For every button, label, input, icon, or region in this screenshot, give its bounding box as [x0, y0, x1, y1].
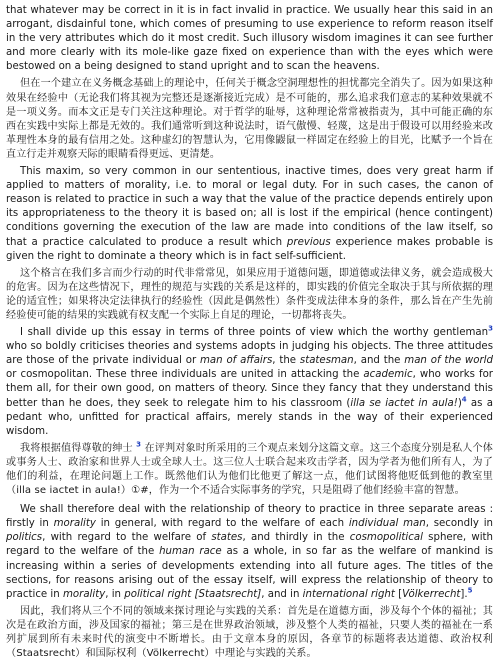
- paragraph-en-2: This maxim, so very common in our sententious, inactive times, does very great harm if applied to matters of morality, i.e. to moral or legal duty. For in such cases, the canon of reason is related to practice in such a way that the value of the practice depends entirely upon its appropriateness to the theory it is based on; all is lost if the empirical (hence contingent) conditions governing the execution of the law are made into conditions of the law itself, so that a practice calculated to produce a result which previous experience makes probable is given the right to dominate a theory which is in fact self-sufficient.: [6, 166, 493, 262]
- footnote-ref-5[interactable]: 5: [467, 586, 473, 595]
- paragraph-zh-3: 我将根据值得尊敬的绅士 $^3$ 在评判对象时所采用的三个观点来划分这篇文章。这三个态度分别是私人个体或事务人士、政治家和世界人士或全球人士。这三位人士联合起来攻击学者，因为学者为他们所有人，为了他们的利益，在理论问题上工作。既然他们认为他们比他更了解这一点，他们试图将他贬低到他的教室里（illa se iactet in aula!）①#，作为一个不适合实际事务的学究，只是阻碍了他们经验丰富的智慧。: [6, 440, 493, 497]
- paragraph-zh-4: 因此，我们将从三个不同的领域来探讨理论与实践的关系：首先是在道德方面，涉及每个个体的福祉；其次是在政治方面，涉及国家的福祉；第三是在世界政治领域，涉及整个人类的福祉，只要人类的福祉在一系列扩展到所有未来时代的演变中不断增长。由于文章本身的原因，各章节的标题将表达道德、政治权利（Staatsrecht）和国际权利（Völkerrecht）中理论与实践的关系。: [6, 605, 493, 660]
- footnote-ref-3[interactable]: 3: [488, 324, 493, 333]
- paragraph-en-1: that whatever may be correct in it is in fact invalid in practice. We usually hear this said in an arrogant, disdainful tone, which comes of presuming to use experience to reform reason itself in the very attributes which do it most credit. Such illusory wisdom imagines it can see further and more clearly with its mole-like gaze fixed on experience than with the eyes which were bestowed on a being designed to stand upright and to scan the heavens.: [6, 5, 493, 73]
- paragraph-zh-1: 但在一个建立在义务概念基础上的理论中，任何关于概念空洞理想性的担忧都完全消失了。因为如果这种效果在经验中（无论我们将其视为完整还是逐渐接近完成）是不可能的，那么追求我们意志的某种效果就不是一项义务。而本文正是专门关注这种理论。对于哲学的耻辱，这种理论常常被指责为，其中可能正确的东西在实践中实际上都是无效的。我们通常听到这种说法时，语气傲慢、轻蔑，这是出于假设可以用经验来改革理性本身的最有信用之处。这种虚幻的智慧认为，它用像鼹鼠一样固定在经验上的目光，比赋予一个旨在直立行走并观察天际的眼睛看得更远、更清楚。: [6, 78, 493, 160]
- paragraph-en-3: I shall divide up this essay in terms of three points of view which the worthy gentleman$^3$ who so boldly criticises theories and systems adopts in judging his objects. The three attitudes are those of the private individual or man of affairs, the statesman, and the man of the world or cosmopolitan. These three individuals are united in attacking the academic, who works for them all, for their own good, on matters of theory. Since they fancy that they understand this better than he does, they seek to relegate him to his classroom (illa se iactet in aula!)$^4$ as a pedant who, unfitted for practical affairs, merely stands in the way of their experienced wisdom.: [6, 324, 493, 437]
- footnote-ref-4[interactable]: 4: [461, 395, 467, 404]
- footnote-ref-3-zh[interactable]: 3: [136, 440, 142, 449]
- paragraph-zh-2: 这个格言在我们多言而少行动的时代非常常见，如果应用于道德问题，即道德或法律义务，就会造成极大的危害。因为在这些情况下，理性的规范与实践的关系是这样的，即实践的价值完全取决于其与所依据的理论的适宜性；如果将决定法律执行的经验性（因此是偶然性）条件变成法律本身的条件，那么旨在产生先前经验使可能的结果的实践就有权支配一个实际上自足的理论，一切都将丧失。: [6, 267, 493, 321]
- paragraph-en-4: We shall therefore deal with the relationship of theory to practice in three separate areas : firstly in morality in general, with regard to the welfare of each individual man, secondly in politics, with regard to the welfare of states, and thirdly in the cosmopolitical sphere, with regard to the welfare of the human race as a whole, in so far as the welfare of mankind is increasing within a series of developments extending into all future ages. The titles of the sections, for reasons arising out of the essay itself, will express the relationship of theory to practice in morality, in political right [Staatsrecht], and in international right [Völkerrecht].$^5$: [6, 504, 494, 600]
